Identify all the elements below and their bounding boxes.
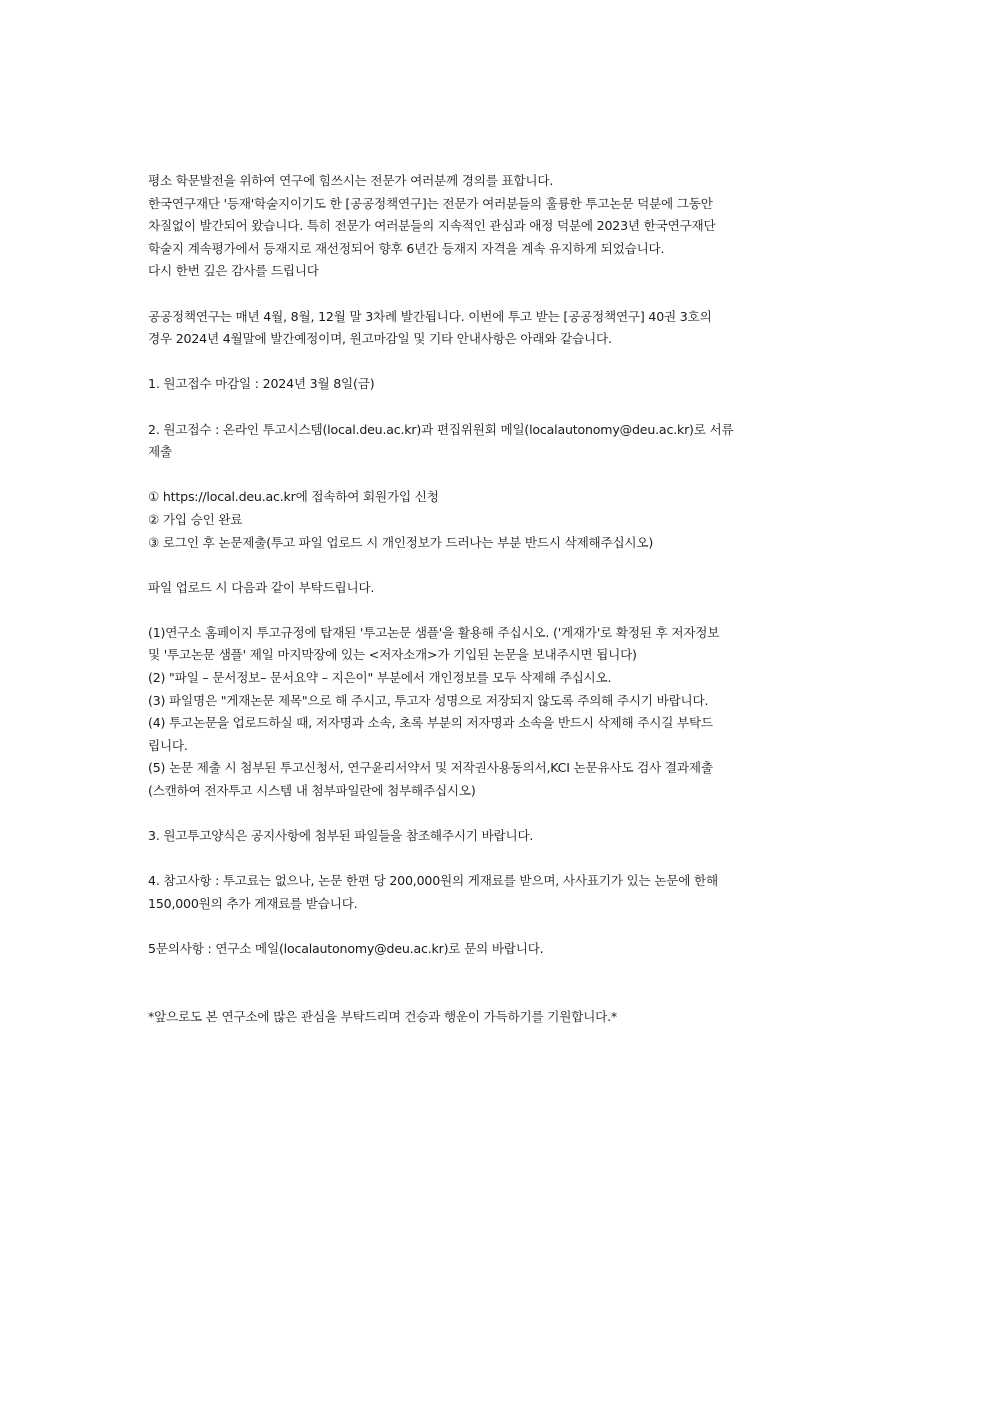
contact-item: 5문의사항 : 연구소 메일(localautonomy@deu.ac.kr)로 문의 바랍니다.	[148, 941, 544, 957]
upload-note: (3) 파일명은 "게재논문 제목"으로 해 주시고, 투고자 성명으로 저장되지 않도록 주의해 주시기 바랍니다.	[148, 692, 709, 708]
intro-line: 다시 한번 깊은 감사를 드립니다	[148, 263, 319, 279]
document-body	[148, 170, 848, 1028]
upload-note: (2) "파일 – 문서정보– 문서요약 – 지은이" 부분에서 개인정보를 모두 삭제해 주십시오.	[148, 670, 612, 686]
intro-line: 차질없이 발간되어 왔습니다. 특히 전문가 여러분들의 지속적인 관심과 애정 덕분에 2023년 한국연구재단	[148, 218, 716, 234]
closing-line: *앞으로도 본 연구소에 많은 관심을 부탁드리며 건승과 행운이 가득하기를 기원합니다.*	[148, 1008, 618, 1024]
spacer	[148, 848, 848, 871]
spacer	[148, 599, 848, 622]
upload-note: (5) 논문 제출 시 첨부된 투고신청서, 연구윤리서약서 및 저작권사용동의서,KCI 논문유사도 검사 결과제출	[148, 760, 713, 776]
upload-note: 및 '투고논문 샘플' 제일 마지막장에 있는 <저자소개>가 기입된 논문을 보내주시면 됩니다)	[148, 647, 637, 663]
intro-line: 한국연구재단 '등재'학술지이기도 한 [공공정책연구]는 전문가 여러분들의 훌륭한 투고논문 덕분에 그동안	[148, 195, 713, 211]
spacer	[148, 283, 848, 306]
spacer	[148, 351, 848, 374]
template-item: 3. 원고투고양식은 공지사항에 첨부된 파일들을 참조해주시기 바랍니다.	[148, 828, 534, 844]
submission-item: 제출	[148, 444, 172, 460]
submission-item: 2. 원고접수 : 온라인 투고시스템(local.deu.ac.kr)과 편집위원회 메일(localautonomy@deu.ac.kr)로 서류	[148, 421, 734, 437]
fee-item: 150,000원의 추가 게재료를 받습니다.	[148, 896, 358, 911]
upload-note: 립니다.	[148, 737, 188, 753]
step-item: ③ 로그인 후 논문제출(투고 파일 업로드 시 개인정보가 드러나는 부분 반드시 삭제해주십시오)	[148, 534, 654, 550]
upload-note: (4) 투고논문을 업로드하실 때, 저자명과 소속, 초록 부분의 저자명과 소속을 반드시 삭제해 주시길 부탁드	[148, 715, 713, 731]
spacer	[148, 464, 848, 487]
step-item: ① https://local.deu.ac.kr에 접속하여 회원가입 신청	[148, 489, 439, 505]
spacer	[148, 396, 848, 419]
intro-line: 평소 학문발전을 위하여 연구에 힘쓰시는 전문가 여러분께 경의를 표합니다.	[148, 173, 554, 188]
deadline-item: 1. 원고접수 마감일 : 2024년 3월 8일(금)	[148, 376, 375, 392]
upload-note: (스캔하여 전자투고 시스템 내 첨부파일란에 첨부해주십시오)	[148, 783, 476, 799]
upload-note: (1)연구소 홈페이지 투고규정에 탑재된 '투고논문 샘플'을 활용해 주십시오. ('게재가'로 확정된 후 저자정보	[148, 624, 720, 640]
spacer	[148, 554, 848, 577]
schedule-line: 경우 2024년 4월말에 발간예정이며, 원고마감일 및 기타 안내사항은 아래와 같습니다.	[148, 331, 612, 347]
spacer	[148, 803, 848, 826]
fee-item: 4. 참고사항 : 투고료는 없으나, 논문 한편 당 200,000원의 게재료를 받으며, 사사표기가 있는 논문에 한해	[148, 873, 718, 889]
intro-line: 학술지 계속평가에서 등재지로 재선정되어 향후 6년간 등재지 자격을 계속 유지하게 되었습니다.	[148, 240, 665, 256]
spacer	[148, 961, 848, 1006]
spacer	[148, 916, 848, 939]
step-item: ② 가입 승인 완료	[148, 511, 243, 527]
schedule-line: 공공정책연구는 매년 4월, 8월, 12월 말 3차례 발간됩니다. 이번에 투고 받는 [공공정책연구] 40권 3호의	[148, 308, 712, 324]
upload-intro: 파일 업로드 시 다음과 같이 부탁드립니다.	[148, 579, 375, 595]
